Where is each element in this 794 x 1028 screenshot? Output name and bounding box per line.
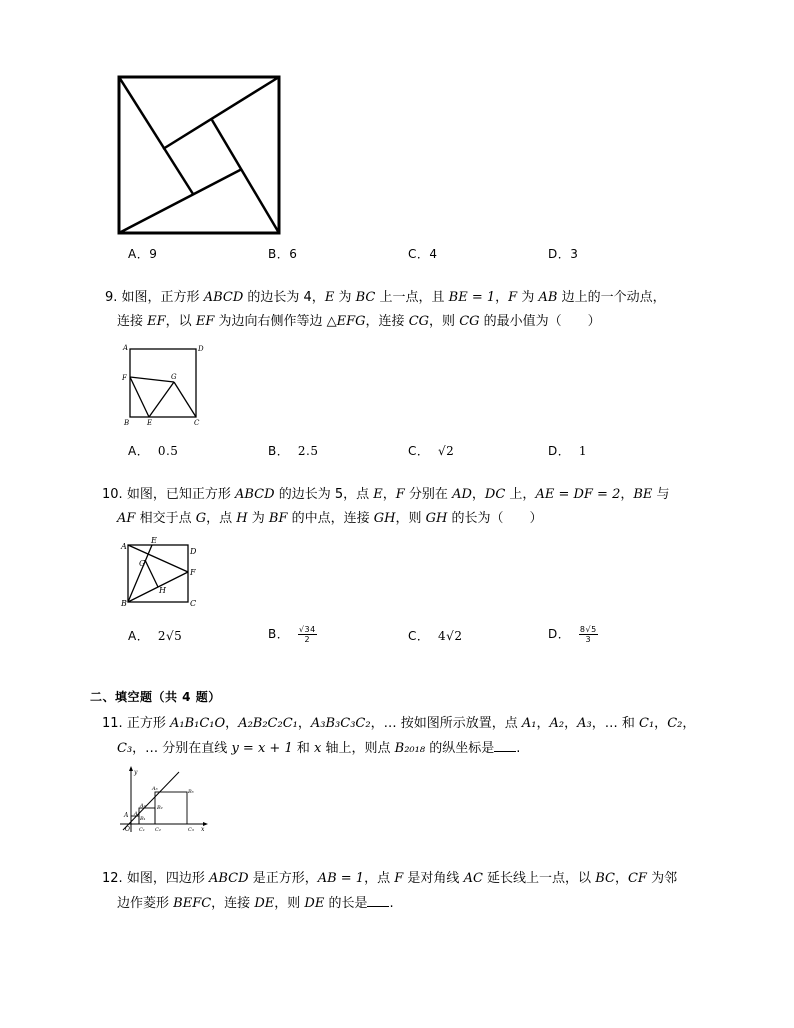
q11-label-y: y (134, 769, 138, 776)
question-number: 10. (102, 487, 123, 502)
q8-option-a[interactable]: A．9 (128, 247, 158, 261)
q10-label-f: F (190, 568, 196, 577)
q11-label-b3: B₃ (188, 789, 194, 795)
q9-label-c: C (194, 419, 200, 427)
q10-label-c: C (190, 599, 197, 608)
q10-options (128, 625, 728, 650)
q11-label-a: A (124, 812, 129, 819)
q12-line1: 12. 如图，四边形 ABCD 是正方形，AB = 1，点 F 是对角线 AC 延长线上一点，以 BC，CF 为邻 (102, 871, 678, 886)
q11-label-a1: A₁ (134, 811, 140, 817)
q10-option-b-fraction: $\frac{√34}{2}$ (298, 625, 316, 644)
q10-option-c[interactable]: C． 4√2 (408, 629, 463, 643)
question-number: 9. (105, 290, 118, 305)
q8-figure (116, 74, 282, 236)
question-number: 11. (102, 716, 123, 731)
q11-label-o: O (125, 826, 130, 833)
q11-label-b1: B₁ (140, 816, 146, 822)
q10-label-a: A (121, 542, 127, 551)
q10-figure (118, 534, 202, 610)
q8-option-c[interactable]: C．4 (408, 247, 438, 261)
q11-line2: C₃，… 分别在直线 y = x + 1 和 x 轴上，则点 B₂₀₁₈ 的纵坐标是 . (117, 741, 521, 756)
q9-line2: 连接 EF，以 EF 为边向右侧作等边 △EFG，连接 CG，则 CG 的最小值为（ ） (117, 314, 601, 329)
q9-option-a[interactable]: A． 0.5 (128, 444, 179, 458)
q9-label-f: F (122, 374, 127, 382)
q9-label-g: G (171, 373, 177, 381)
q10-option-b[interactable]: B． $\frac{√34}{2}$ (268, 625, 316, 644)
q10-option-a[interactable]: A． 2√5 (128, 629, 183, 643)
q11-label-b2: B₂ (157, 805, 163, 811)
q10-label-g: G (139, 559, 146, 568)
q10-label-d: D (190, 547, 197, 556)
q9-figure (118, 340, 210, 430)
q9-option-d[interactable]: D． 1 (548, 444, 588, 458)
q11-label-c2: C₂ (155, 827, 161, 833)
q9-option-b[interactable]: B． 2.5 (268, 444, 319, 458)
q12-line2: 边作菱形 BEFC，连接 DE，则 DE 的长是 . (117, 896, 394, 911)
q10-line1: 10. 如图，已知正方形 ABCD 的边长为 5，点 E，F 分别在 AD，DC 上，AE = DF = 2，BE 与 (102, 487, 670, 502)
q11-line1: 11. 正方形 A₁B₁C₁O，A₂B₂C₂C₁，A₃B₃C₃C₂，… 按如图所示放置，点 A₁，A₂，A₃，… 和 C₁，C₂， (102, 716, 696, 731)
q9-line1: 9. 如图，正方形 ABCD 的边长为 4，E 为 BC 上一点，且 BE = 1，F 为 AB 边上的一个动点， (105, 290, 666, 305)
q11-label-c3: C₃ (188, 827, 194, 833)
answer-blank[interactable] (367, 894, 389, 907)
q10-label-h: H (159, 586, 166, 595)
q11-label-x: x (201, 826, 205, 833)
q9-label-a: A (123, 344, 129, 352)
q9-option-c[interactable]: C． √2 (408, 444, 455, 458)
q11-figure (116, 764, 208, 836)
q8-option-b[interactable]: B．6 (268, 247, 298, 261)
answer-blank[interactable] (494, 739, 516, 752)
q9-label-d: D (198, 345, 204, 353)
question-number: 12. (102, 871, 123, 886)
q10-option-d-fraction: $\frac{8√5}{3}$ (579, 625, 597, 644)
q10-line2: AF 相交于点 G，点 H 为 BF 的中点，连接 GH，则 GH 的长为（ ） (117, 511, 543, 526)
q9-label-e: E (147, 419, 153, 427)
q11-label-a2: A₂ (140, 803, 146, 809)
q8-option-d[interactable]: D．3 (548, 247, 579, 261)
q11-label-c1: C₁ (139, 827, 145, 833)
q11-label-a3: A₃ (152, 786, 158, 792)
section-title: 二、填空题（共 4 题） (90, 690, 221, 704)
q9-label-b: B (124, 419, 130, 427)
q10-option-d[interactable]: D． $\frac{8√5}{3}$ (548, 625, 597, 644)
q10-label-e: E (151, 536, 157, 545)
q10-label-b: B (121, 599, 127, 608)
